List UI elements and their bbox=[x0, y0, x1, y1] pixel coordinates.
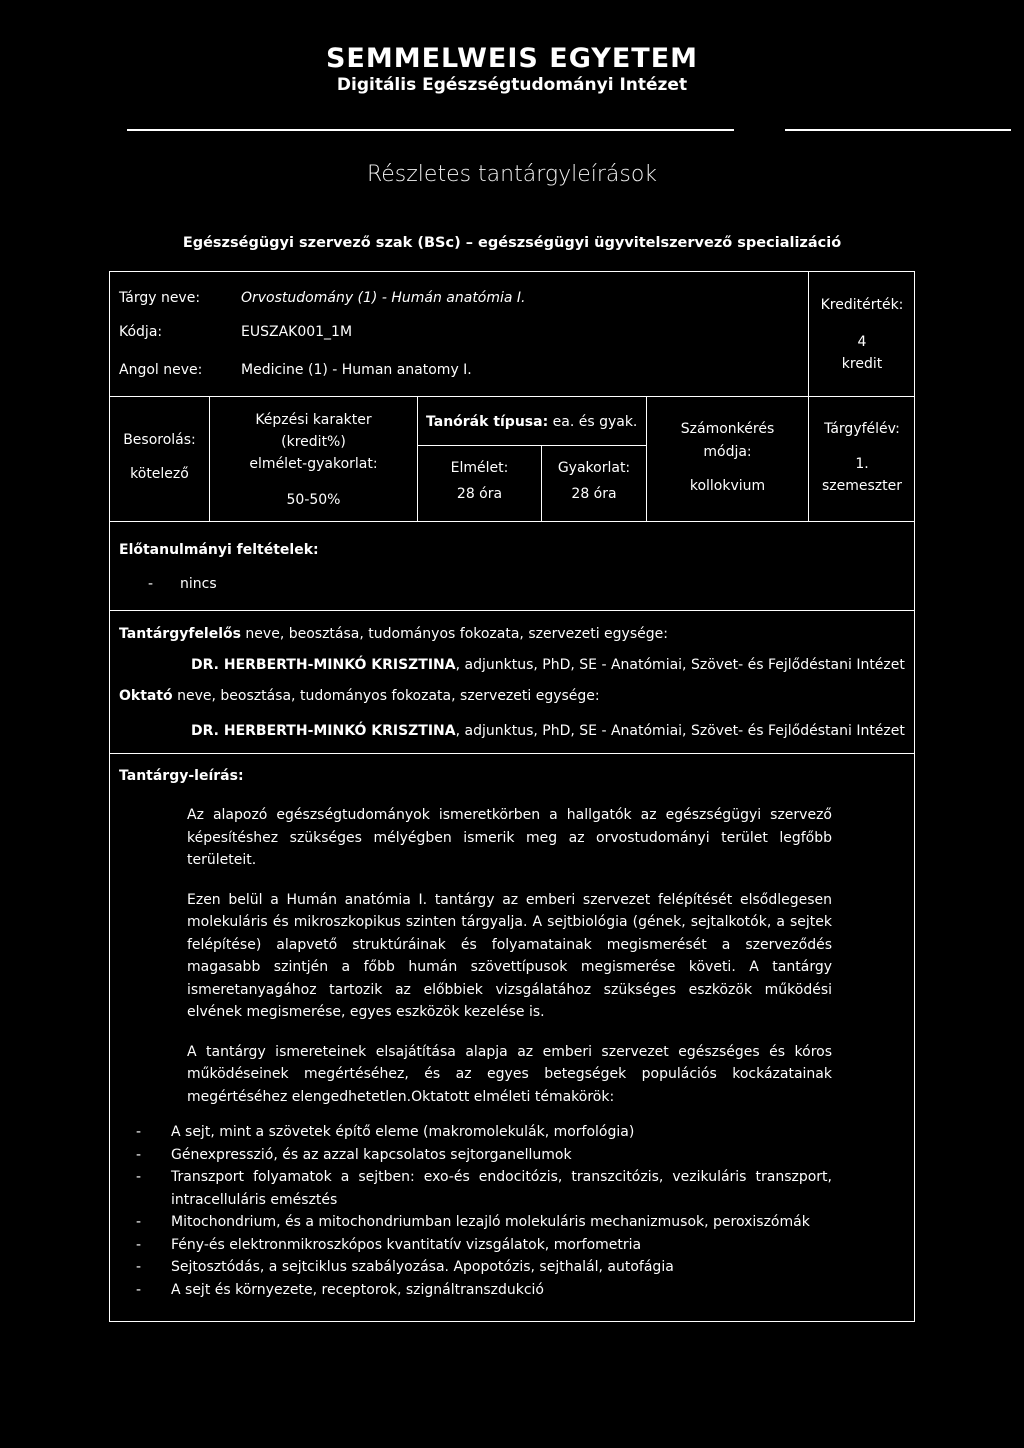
gyakorlat-label: Gyakorlat: bbox=[557, 460, 631, 476]
course-name-value: Orvostudomány (1) - Humán anatómia I. bbox=[241, 290, 526, 306]
col-divider-3 bbox=[541, 445, 542, 521]
description-label: Tantárgy-leírás: bbox=[119, 768, 244, 784]
description-paragraph-1: Az alapozó egészségtudományok ismeretkörben a hallgatók az egészségügyi szervező képesítéshez szükséges mélyégben ismerik meg az orvostudományi terület legfőbb területeit. bbox=[187, 807, 832, 868]
description-paragraph-2: Ezen belül a Humán anatómia I. tantárgy az emberi szervezet felépítését elsődlegesen molekuláris és mikroszkopikus szinten tárgyalja. A sejtbiológia (gének, sejtalkotók, a sejtek felépítése) alapvető struktúráinak és folyamatainak megismerését a szerveződés magasabb szintjén a főbb humán szövettípusok megismerése követi. A tantárgy ismeretanyagához tartozik az előbbiek vizsgálatához szükséges eszközök működési elvének megismerése, egyes eszközök kezelése is. bbox=[187, 891, 832, 1020]
szamonkeres-line2: módja: bbox=[703, 444, 752, 460]
kepzesi-karakter-line1: Képzési karakter bbox=[255, 412, 372, 428]
list-item: - Fény-és elektronmikroszkópos kvantitatív vizsgálatok, morfometria bbox=[136, 1236, 642, 1253]
elmelet-label: Elmélet: bbox=[450, 460, 509, 476]
instructor-name: DR. HERBERTH-MINKÓ KRISZTINA bbox=[191, 723, 456, 739]
list-item: - Génexpresszió, és az azzal kapcsolatos sejtorganellumok bbox=[136, 1146, 572, 1163]
list-item: - A sejt és környezete, receptorok, szignáltranszdukció bbox=[136, 1281, 544, 1298]
header-divider-right bbox=[785, 129, 1011, 131]
tanorak-tipusa bbox=[426, 412, 637, 432]
list-item: - A sejt, mint a szövetek építő eleme (makromolekulák, morfológia) bbox=[136, 1124, 635, 1140]
topic-list bbox=[110, 1121, 832, 1301]
row-divider-4 bbox=[110, 753, 914, 754]
course-name-label: Tárgy neve: bbox=[119, 290, 201, 306]
header-divider-left bbox=[127, 129, 734, 131]
credit-unit: kredit bbox=[841, 356, 883, 372]
instructor-label-bold: Oktató bbox=[119, 688, 173, 704]
responsible-details: , adjunktus, PhD, SE - Anatómiai, Szövet- és Fejlődéstani Intézet bbox=[455, 657, 905, 673]
credit-value: 4 bbox=[857, 334, 867, 350]
szamonkeres-line1: Számonkérés bbox=[680, 421, 775, 437]
szamonkeres-value: kollokvium bbox=[689, 478, 766, 494]
kepzesi-karakter-line3: elmélet-gyakorlat: bbox=[249, 456, 378, 472]
list-item: - Mitochondrium, és a mitochondriumban lezajló molekuláris mechanizmusok, peroxiszómák bbox=[136, 1214, 810, 1230]
instructor-person bbox=[191, 721, 905, 741]
program-title: Egészségügyi szervező szak (BSc) – egészségügyi ügyvitelszervező specializáció bbox=[182, 235, 842, 251]
credit-label: Kreditérték: bbox=[820, 297, 904, 313]
responsible-label-bold: Tantárgyfelelős bbox=[119, 626, 241, 642]
list-item: - Sejtosztódás, a sejtciklus szabályozása. Apopotózis, sejthalál, autofágia bbox=[136, 1259, 674, 1275]
row-divider-3 bbox=[110, 610, 914, 611]
besorolas-value: kötelező bbox=[130, 466, 189, 482]
kepzesi-karakter-value: 50-50% bbox=[286, 492, 341, 508]
course-code-label: Kódja: bbox=[119, 324, 163, 340]
list-item: - Transzport folyamatok a sejtben: exo-és endocitózis, transzcitózis, vezikuláris transzport, intracelluláris emésztés bbox=[136, 1169, 832, 1208]
tanorak-label: Tanórák típusa: bbox=[426, 414, 549, 430]
targyfelev-value-number: 1. bbox=[855, 456, 869, 472]
english-name-value: Medicine (1) - Human anatomy I. bbox=[241, 362, 472, 378]
instructor-label-rest: neve, beosztása, tudományos fokozata, szervezeti egysége: bbox=[172, 688, 600, 704]
tanorak-underline bbox=[417, 445, 646, 446]
document-title: Részletes tantárgyleírások bbox=[366, 162, 658, 187]
row-divider-1 bbox=[110, 396, 914, 397]
targyfelev-label: Tárgyfélév: bbox=[824, 421, 900, 437]
institute-name: Digitális Egészségtudományi Intézet bbox=[336, 75, 688, 95]
description-body bbox=[136, 804, 832, 1301]
prereq-dash: - bbox=[148, 576, 154, 592]
responsible-heading bbox=[119, 624, 668, 644]
course-code-value: EUSZAK001_1M bbox=[241, 324, 353, 340]
responsible-person bbox=[191, 655, 905, 675]
tanorak-value: ea. és gyak. bbox=[552, 414, 638, 430]
targyfelev-value-unit: szemeszter bbox=[821, 478, 902, 494]
prereq-value: nincs bbox=[180, 576, 217, 592]
prereq-label: Előtanulmányi feltételek: bbox=[119, 542, 319, 558]
english-name-label: Angol neve: bbox=[119, 362, 203, 378]
gyakorlat-value: 28 óra bbox=[571, 486, 617, 502]
responsible-name: DR. HERBERTH-MINKÓ KRISZTINA bbox=[191, 657, 456, 673]
elmelet-value: 28 óra bbox=[456, 486, 503, 502]
kepzesi-karakter-line2: (kredit%) bbox=[281, 434, 346, 450]
university-logo-text: SEMMELWEIS EGYETEM bbox=[325, 43, 699, 74]
description-paragraph-3: A tantárgy ismereteinek elsajátítása alapja az emberi szervezet egészséges és kóros működéseinek megértéséhez, és az egyes betegségek populációs kockázatainak megértéséhez elengedhetetlen.Oktatott elméleti témakörök: bbox=[187, 1043, 832, 1105]
instructor-heading bbox=[119, 686, 600, 706]
responsible-label-rest: neve, beosztása, tudományos fokozata, szervezeti egysége: bbox=[240, 626, 668, 642]
besorolas-label: Besorolás: bbox=[123, 432, 196, 448]
row-divider-2 bbox=[110, 521, 914, 522]
instructor-details: , adjunktus, PhD, SE - Anatómiai, Szövet- és Fejlődéstani Intézet bbox=[455, 723, 905, 739]
course-sheet bbox=[109, 271, 915, 1322]
